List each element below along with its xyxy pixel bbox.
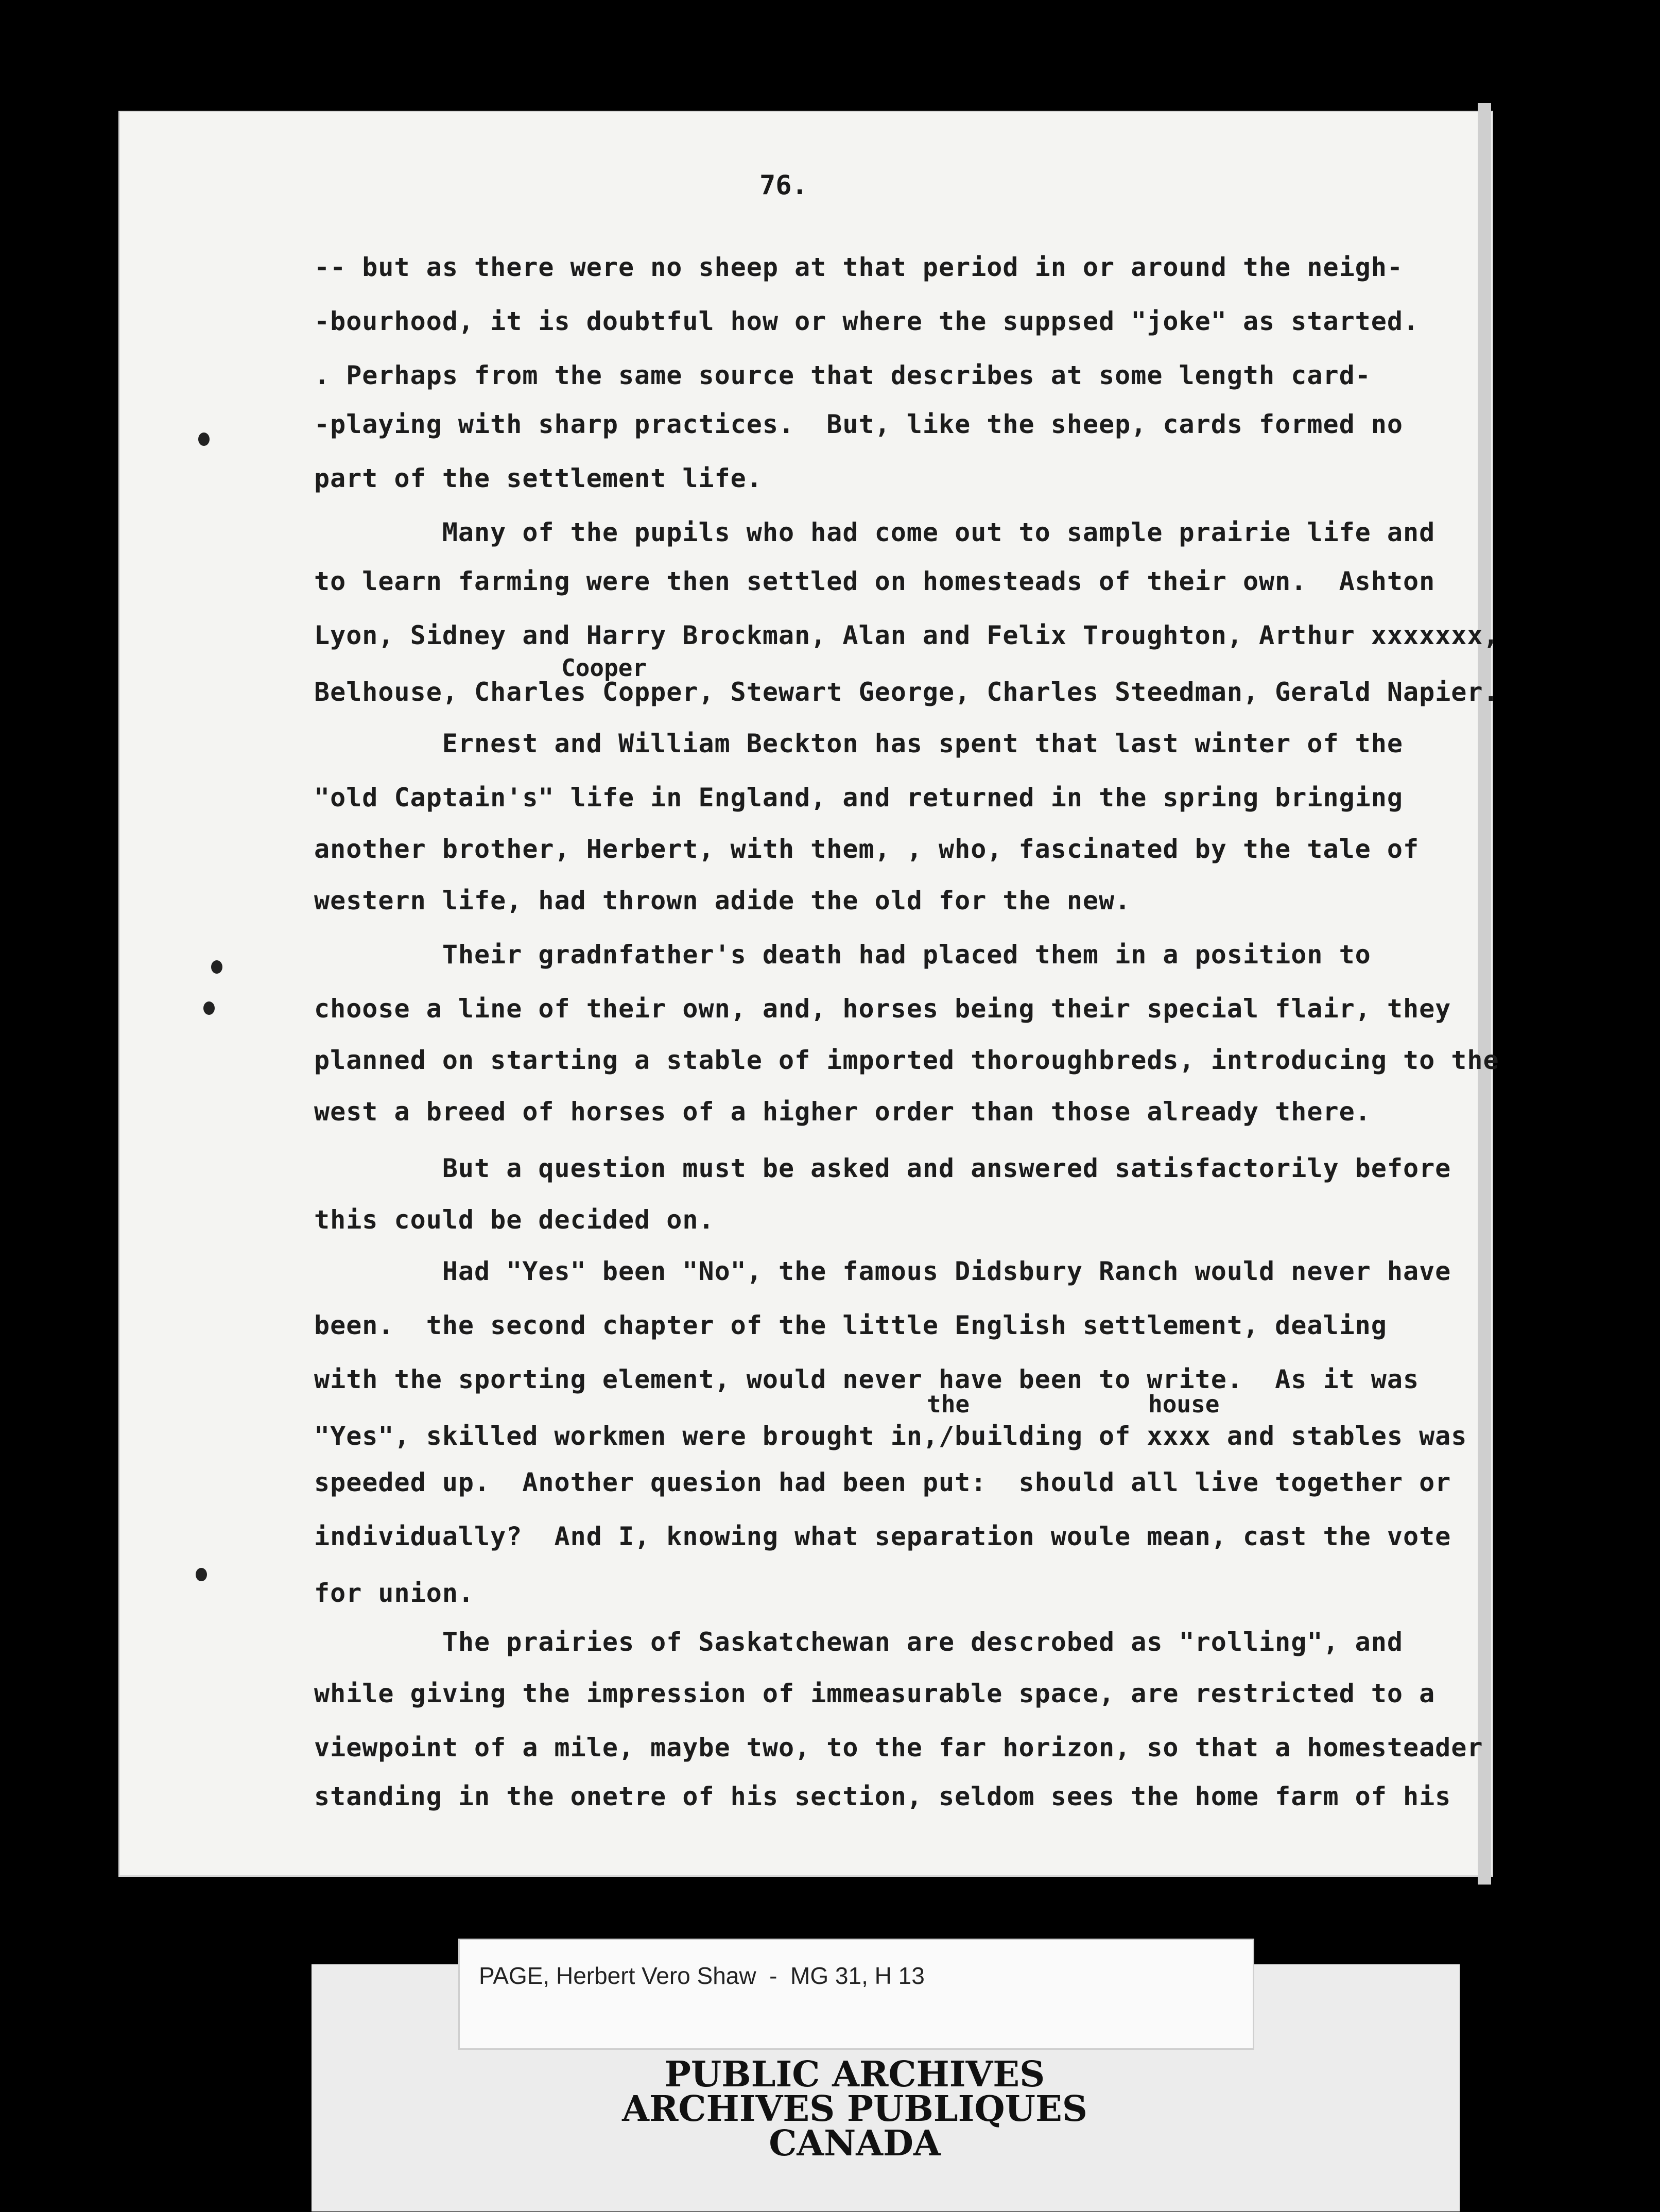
text-line: Belhouse, Charles Copper, Stewart George, Charles Steedman, Gerald Napier. bbox=[314, 677, 1499, 707]
text-line: western life, had thrown adide the old for the new. bbox=[314, 886, 1131, 915]
page-edge bbox=[1478, 103, 1491, 1885]
text-line: part of the settlement life. bbox=[314, 463, 763, 493]
text-line: Their gradnfather's death had placed them in a position to bbox=[314, 940, 1371, 970]
text-line: -playing with sharp practices. But, like the sheep, cards formed no bbox=[314, 409, 1403, 439]
archive-reference-strip bbox=[458, 1939, 1254, 2050]
text-line: viewpoint of a mile, maybe two, to the far horizon, so that a homesteader bbox=[314, 1733, 1483, 1762]
margin-smudge bbox=[203, 1001, 215, 1015]
text-line: speeded up. Another quesion had been put: should all live together or bbox=[314, 1467, 1451, 1497]
text-line: -- but as there were no sheep at that period in or around the neigh- bbox=[314, 252, 1403, 282]
text-line: But a question must be asked and answered satisfactorily before bbox=[314, 1153, 1451, 1183]
margin-smudge bbox=[211, 960, 222, 974]
text-line: while giving the impression of immeasurable space, are restricted to a bbox=[314, 1679, 1436, 1708]
text-line: another brother, Herbert, with them, , who, fascinated by the tale of bbox=[314, 834, 1420, 864]
text-line: standing in the onetre of his section, seldom sees the home farm of his bbox=[314, 1782, 1451, 1811]
text-line: Lyon, Sidney and Harry Brockman, Alan and Felix Troughton, Arthur xxxxxxx, bbox=[314, 620, 1499, 650]
text-line: "Yes", skilled workmen were brought in,/building of xxxx and stables was bbox=[314, 1421, 1467, 1451]
text-line: individually? And I, knowing what separation woule mean, cast the vote bbox=[314, 1522, 1451, 1551]
archive-stamp-line: PUBLIC ARCHIVES bbox=[664, 2054, 1045, 2095]
interline-correction-the: the bbox=[927, 1390, 970, 1418]
archive-reference: PAGE, Herbert Vero Shaw - MG 31, H 13 bbox=[479, 1962, 925, 1989]
text-line: . Perhaps from the same source that describes at some length card- bbox=[314, 360, 1371, 390]
text-line: "old Captain's" life in England, and returned in the spring bringing bbox=[314, 783, 1403, 813]
interline-correction-cooper: Cooper bbox=[561, 654, 647, 682]
margin-smudge bbox=[198, 433, 210, 446]
page-number: 76. bbox=[759, 170, 808, 201]
text-line: to learn farming were then settled on homesteads of their own. Ashton bbox=[314, 566, 1436, 596]
text-line: Ernest and William Beckton has spent that last winter of the bbox=[314, 729, 1403, 758]
text-line: west a breed of horses of a higher order than those already there. bbox=[314, 1097, 1371, 1127]
text-line: -bourhood, it is doubtful how or where the suppsed "joke" as started. bbox=[314, 306, 1420, 336]
text-line: Had "Yes" been "No", the famous Didsbury Ranch would never have bbox=[314, 1256, 1451, 1286]
margin-smudge bbox=[196, 1568, 207, 1581]
text-line: been. the second chapter of the little English settlement, dealing bbox=[314, 1310, 1387, 1340]
archive-stamp-line: ARCHIVES PUBLIQUES bbox=[622, 2088, 1087, 2130]
interline-correction-house: house bbox=[1148, 1390, 1220, 1418]
text-line: with the sporting element, would never have been to write. As it was bbox=[314, 1364, 1420, 1394]
text-line: this could be decided on. bbox=[314, 1205, 715, 1235]
text-line: choose a line of their own, and, horses being their special flair, they bbox=[314, 994, 1451, 1024]
text-line: The prairies of Saskatchewan are descrobed as "rolling", and bbox=[314, 1627, 1403, 1657]
text-line: for union. bbox=[314, 1578, 475, 1608]
text-line: Many of the pupils who had come out to sample prairie life and bbox=[314, 517, 1436, 547]
archive-stamp-line: CANADA bbox=[769, 2123, 941, 2164]
text-line: planned on starting a stable of imported thoroughbreds, introducing to the bbox=[314, 1045, 1499, 1075]
